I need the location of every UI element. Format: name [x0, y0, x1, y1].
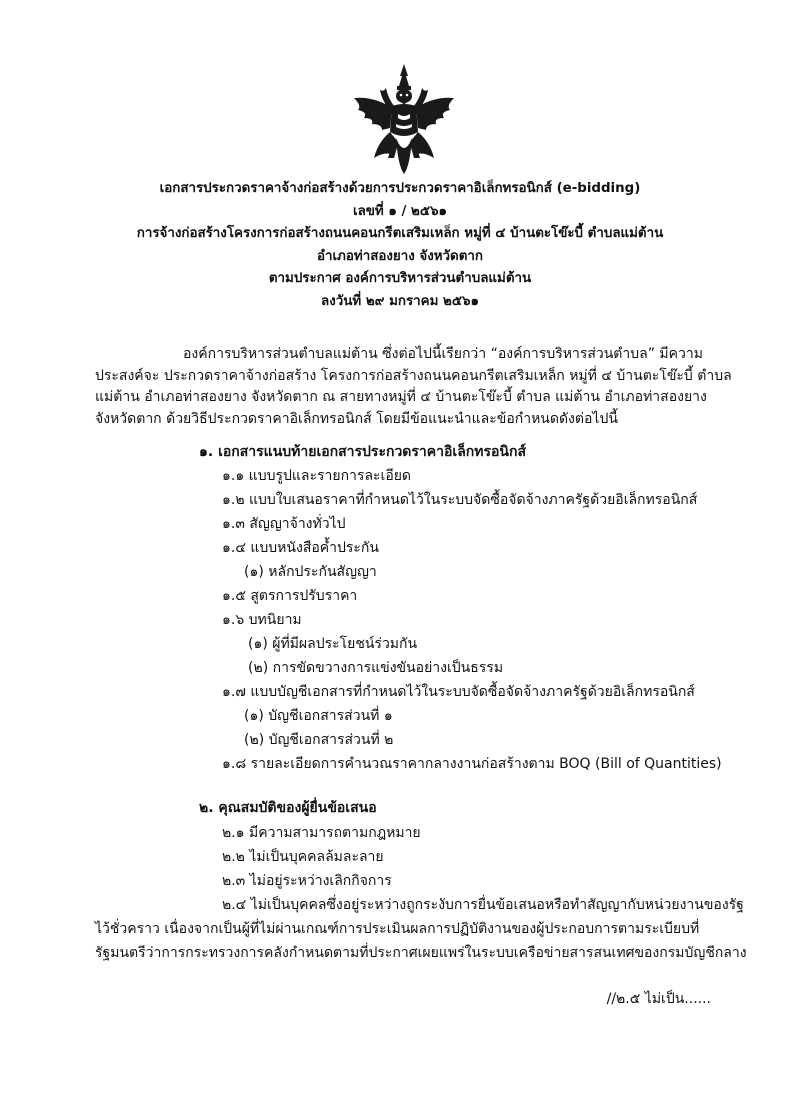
header-doc-number: เลขที่ ๑ / ๒๕๖๑	[353, 203, 447, 219]
intro-line: องค์การบริหารส่วนตำบลแม่ต้าน ซึ่งต่อไปนี้เรียกว่า “องค์การบริหารส่วนตำบล” มีความ	[183, 346, 703, 362]
list-subitem: (๒) บัญชีเอกสารส่วนที่ ๒	[244, 732, 394, 748]
list-item: ๑.๕ สูตรการปรับราคา	[222, 588, 358, 604]
list-item: ๒.๒ ไม่เป็นบุคคลล้มละลาย	[222, 849, 384, 865]
intro-line: จังหวัดตาก ด้วยวิธีประกวดราคาอิเล็กทรอนิกส์ โดยมีข้อแนะนำและข้อกำหนดดังต่อไปนี้	[95, 411, 618, 428]
list-subitem: (๑) หลักประกันสัญญา	[244, 564, 377, 580]
list-item: ๑.๗ แบบบัญชีเอกสารที่กำหนดไว้ในระบบจัดซื้อจัดจ้างภาครัฐด้วยอิเล็กทรอนิกส์	[222, 684, 695, 700]
list-item: ๑.๔ แบบหนังสือค้ำประกัน	[222, 540, 379, 556]
list-subitem: (๑) ผู้ที่มีผลประโยชน์ร่วมกัน	[248, 636, 418, 652]
continuation-line: ไว้ชั่วคราว เนื่องจากเป็นผู้ที่ไม่ผ่านเกณฑ์การประเมินผลการปฏิบัติงานของผู้ประกอบการตามระเบียบที่	[95, 921, 700, 937]
list-item: ๒.๓ ไม่อยู่ระหว่างเลิกกิจการ	[222, 873, 392, 889]
header-announcement: ตามประกาศ องค์การบริหารส่วนตำบลแม่ต้าน	[268, 271, 532, 286]
document-header	[0, 178, 800, 313]
header-title: เอกสารประกวดราคาจ้างก่อสร้างด้วยการประกวดราคาอิเล็กทรอนิกส์ (e-bidding)	[159, 181, 641, 196]
header-project: การจ้างก่อสร้างโครงการก่อสร้างถนนคอนกรีตเสริมเหล็ก หมู่ที่ ๔ บ้านตะโข๊ะบี้ ตำบลแม่ต้าน	[136, 226, 664, 241]
list-item: ๑.๓ สัญญาจ้างทั่วไป	[222, 516, 346, 532]
section-heading: ๒. คุณสมบัติของผู้ยื่นข้อเสนอ	[199, 800, 377, 816]
list-item: ๑.๘ รายละเอียดการคำนวณราคากลางงานก่อสร้างตาม BOQ (Bill of Quantities)	[222, 756, 722, 772]
next-page-marker: //๒.๕ ไม่เป็น......	[606, 991, 711, 1007]
list-item: ๑.๒ แบบใบเสนอราคาที่กำหนดไว้ในระบบจัดซื้อจัดจ้างภาครัฐด้วยอิเล็กทรอนิกส์	[222, 492, 698, 508]
continuation-line: รัฐมนตรีว่าการกระทรวงการคลังกำหนดตามที่ประกาศเผยแพร่ในระบบเครือข่ายสารสนเทศของกรมบัญชีกลาง	[95, 945, 747, 961]
list-item: ๒.๑ มีความสามารถตามกฎหมาย	[222, 825, 421, 841]
intro-line: แม่ต้าน อำเภอท่าสองยาง จังหวัดตาก ณ สายทางหมู่ที่ ๔ บ้านตะโข๊ะบี้ ตำบล แม่ต้าน อำเภอท่าสองยาง	[95, 389, 707, 406]
intro-paragraph	[95, 344, 735, 431]
list-item: ๒.๔ ไม่เป็นบุคคลซึ่งอยู่ระหว่างถูกระงับการยื่นข้อเสนอหรือทำสัญญากับหน่วยงานของรัฐ	[222, 897, 744, 913]
list-item: ๑.๖ บทนิยาม	[222, 612, 302, 628]
garuda-emblem-icon	[348, 62, 460, 176]
intro-line: ประสงค์จะ ประกวดราคาจ้างก่อสร้าง โครงการก่อสร้างถนนคอนกรีตเสริมเหล็ก หมู่ที่ ๔ บ้านตะโข๊ะบี้ ตำบล	[95, 367, 732, 384]
list-item: ๑.๑ แบบรูปและรายการละเอียด	[222, 468, 412, 484]
header-location: อำเภอท่าสองยาง จังหวัดตาก	[316, 248, 484, 264]
list-subitem: (๒) การขัดขวางการแข่งขันอย่างเป็นธรรม	[248, 660, 504, 676]
section-heading: ๑. เอกสารแนบท้ายเอกสารประกวดราคาอิเล็กทรอนิกส์	[199, 444, 527, 460]
header-date: ลงวันที่ ๒๙ มกราคม ๒๕๖๑	[321, 293, 479, 309]
list-subitem: (๑) บัญชีเอกสารส่วนที่ ๑	[244, 708, 393, 724]
